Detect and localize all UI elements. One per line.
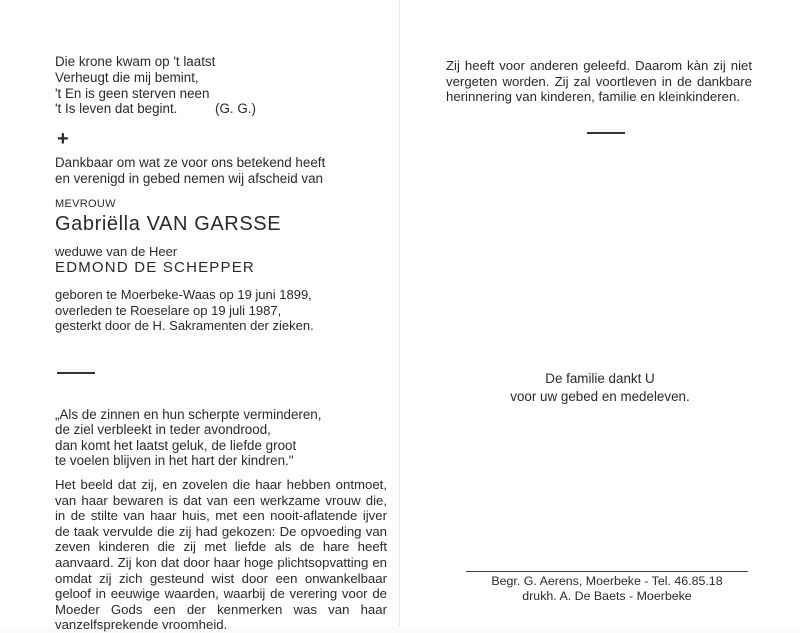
divider-dash	[57, 372, 95, 374]
poem-line: Verheugt die mij bemint,	[55, 69, 199, 85]
printer-line: drukh. A. De Baets - Moerbeke	[522, 589, 692, 604]
right-panel	[446, 58, 752, 134]
sacraments-line: gesterkt door de H. Sakramenten der zieken.	[55, 318, 314, 334]
quote-line: te voelen blijven in het hart der kindren."	[55, 453, 294, 469]
poem-line: 't En is geen sterven neen	[55, 85, 210, 101]
death-line: overleden te Roeselare op 19 juli 1987,	[55, 302, 282, 318]
intro-text	[55, 155, 405, 187]
quote-line: de ziel verbleekt in teder avondrood,	[55, 422, 271, 438]
printer-credits	[466, 571, 748, 605]
poem-line: 't Is leven dat begint. (G. G.)	[55, 101, 256, 117]
birth-line: geboren te Moerbeke-Waas op 19 juni 1899,	[55, 287, 312, 303]
honorific: MEVROUW	[55, 198, 116, 211]
husband-name: EDMOND DE SCHEPPER	[55, 259, 255, 277]
tribute-paragraph: Zij heeft voor anderen geleefd. Daarom kàn zij niet vergeten worden. Zij zal voortleven in de dankbare herinnering van kinderen, familie en kleinkinderen.	[446, 58, 752, 104]
quote-verse	[55, 407, 405, 469]
cross-symbol: +	[57, 128, 69, 151]
biography-paragraph: Het beeld dat zij, en zovelen die haar hebben ontmoet, van haar bewaren is dat van een werkzame vrouw die, in de stilte van haar huis, met een nooit-aflatende ijver de taak vervulde die zij had gekozen: De opvoeding van zeven kinderen die zij met liefde als de hare heeft aanvaard. Zij kon dat door haar hoge plichtsopvatting en omdat zij zich gesteund wist door een onwankelbaar geloof in eeuwige waarden, waarbij de verering voor de Moeder Gods een der kenmerken was van haar vanzelfsprekende vroomheid.	[55, 477, 387, 633]
opening-poem	[55, 54, 295, 117]
deceased-name: Gabriëlla VAN GARSSE	[55, 213, 282, 236]
left-panel	[55, 54, 405, 633]
undertaker-line: Begr. G. Aerens, Moerbeke - Tel. 46.85.18	[491, 574, 723, 588]
poem-signature: (G. G.)	[215, 101, 256, 117]
quote-line: dan komt het laatst geluk, de liefde groot	[55, 437, 297, 453]
vital-dates	[55, 287, 405, 334]
divider-dash	[587, 132, 625, 134]
thanks-line: De familie dankt U	[545, 371, 655, 386]
intro-line: en verenigd in gebed nemen wij afscheid van	[55, 171, 323, 187]
quote-line: „Als de zinnen en hun scherpte verminderen,	[55, 406, 322, 422]
intro-line: Dankbaar om wat ze voor ons betekend heeft	[55, 155, 326, 171]
poem-line: Die krone kwam op 't laatst	[55, 54, 216, 69]
thanks-line: voor uw gebed en medeleven.	[510, 388, 690, 404]
family-thanks	[440, 370, 760, 405]
widow-label: weduwe van de Heer	[55, 244, 178, 260]
